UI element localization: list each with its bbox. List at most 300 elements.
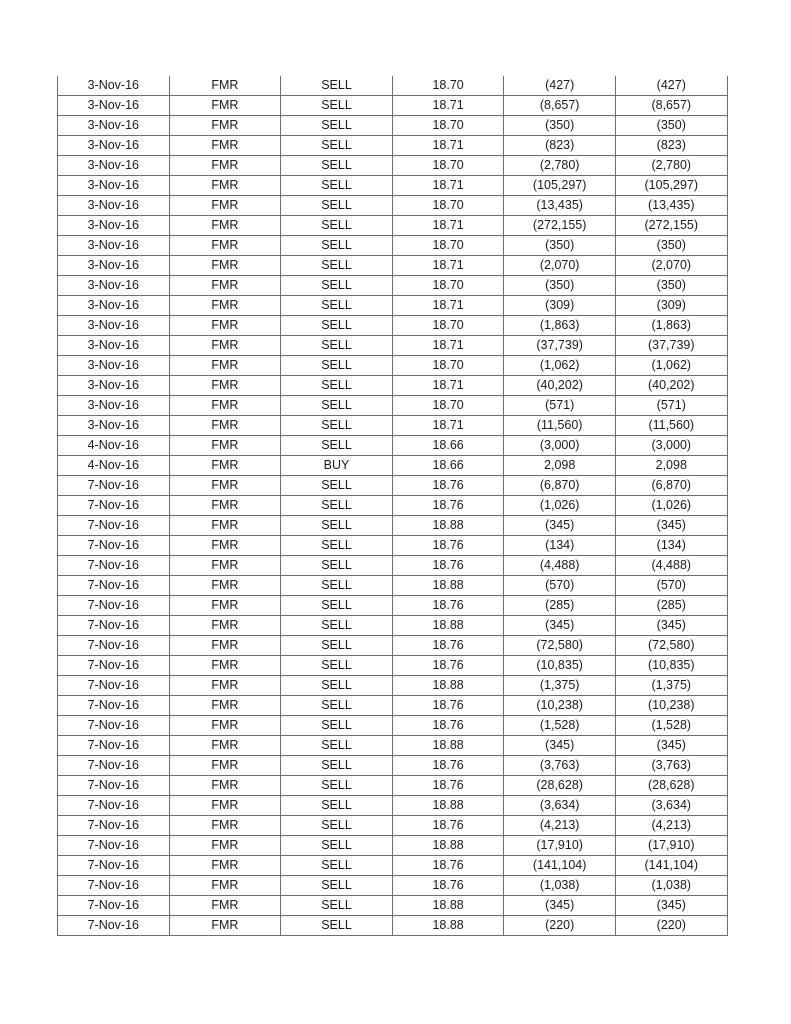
shares-cell: (309) — [504, 296, 616, 316]
net-change-cell: (8,657) — [615, 96, 727, 116]
net-change-cell: (345) — [615, 516, 727, 536]
price-cell: 18.76 — [392, 776, 504, 796]
price-cell: 18.76 — [392, 496, 504, 516]
holder-cell: FMR — [169, 276, 281, 296]
date-cell: 3-Nov-16 — [58, 396, 170, 416]
transaction-type-cell: SELL — [281, 276, 393, 296]
transaction-type-cell: SELL — [281, 236, 393, 256]
shares-cell: (10,238) — [504, 696, 616, 716]
table-row — [58, 316, 728, 336]
holder-cell: FMR — [169, 76, 281, 96]
shares-cell: (350) — [504, 116, 616, 136]
net-change-cell: (6,870) — [615, 476, 727, 496]
table-row — [58, 896, 728, 916]
holder-cell: FMR — [169, 576, 281, 596]
transaction-type-cell: SELL — [281, 896, 393, 916]
shares-cell: (8,657) — [504, 96, 616, 116]
shares-cell: (350) — [504, 276, 616, 296]
price-cell: 18.76 — [392, 756, 504, 776]
table-row — [58, 616, 728, 636]
table-row — [58, 576, 728, 596]
date-cell: 7-Nov-16 — [58, 916, 170, 936]
transaction-type-cell: SELL — [281, 416, 393, 436]
date-cell: 3-Nov-16 — [58, 196, 170, 216]
net-change-cell: (285) — [615, 596, 727, 616]
shares-cell: (350) — [504, 236, 616, 256]
transaction-type-cell: SELL — [281, 396, 393, 416]
transaction-type-cell: SELL — [281, 776, 393, 796]
price-cell: 18.71 — [392, 96, 504, 116]
shares-cell: (28,628) — [504, 776, 616, 796]
holder-cell: FMR — [169, 516, 281, 536]
holder-cell: FMR — [169, 296, 281, 316]
shares-cell: (823) — [504, 136, 616, 156]
shares-cell: (105,297) — [504, 176, 616, 196]
net-change-cell: (345) — [615, 896, 727, 916]
price-cell: 18.76 — [392, 556, 504, 576]
price-cell: 18.71 — [392, 296, 504, 316]
table-row — [58, 816, 728, 836]
holder-cell: FMR — [169, 816, 281, 836]
shares-cell: (72,580) — [504, 636, 616, 656]
holder-cell: FMR — [169, 396, 281, 416]
shares-cell: (1,038) — [504, 876, 616, 896]
holder-cell: FMR — [169, 196, 281, 216]
net-change-cell: (350) — [615, 116, 727, 136]
price-cell: 18.71 — [392, 176, 504, 196]
date-cell: 4-Nov-16 — [58, 456, 170, 476]
table-row — [58, 836, 728, 856]
net-change-cell: (345) — [615, 616, 727, 636]
price-cell: 18.76 — [392, 476, 504, 496]
transaction-type-cell: SELL — [281, 596, 393, 616]
date-cell: 3-Nov-16 — [58, 216, 170, 236]
transaction-type-cell: SELL — [281, 856, 393, 876]
price-cell: 18.76 — [392, 716, 504, 736]
holder-cell: FMR — [169, 176, 281, 196]
date-cell: 3-Nov-16 — [58, 376, 170, 396]
table-row — [58, 696, 728, 716]
table-row — [58, 96, 728, 116]
holder-cell: FMR — [169, 836, 281, 856]
price-cell: 18.88 — [392, 736, 504, 756]
date-cell: 3-Nov-16 — [58, 176, 170, 196]
transaction-type-cell: SELL — [281, 156, 393, 176]
shares-cell: (4,213) — [504, 816, 616, 836]
net-change-cell: (141,104) — [615, 856, 727, 876]
table-row — [58, 116, 728, 136]
holder-cell: FMR — [169, 156, 281, 176]
price-cell: 18.66 — [392, 436, 504, 456]
shares-cell: (10,835) — [504, 656, 616, 676]
date-cell: 7-Nov-16 — [58, 816, 170, 836]
date-cell: 7-Nov-16 — [58, 756, 170, 776]
net-change-cell: (13,435) — [615, 196, 727, 216]
table-row — [58, 876, 728, 896]
holder-cell: FMR — [169, 256, 281, 276]
net-change-cell: (1,038) — [615, 876, 727, 896]
date-cell: 7-Nov-16 — [58, 596, 170, 616]
transaction-type-cell: SELL — [281, 756, 393, 776]
shares-cell: (345) — [504, 736, 616, 756]
table-row — [58, 476, 728, 496]
date-cell: 3-Nov-16 — [58, 356, 170, 376]
shares-cell: (571) — [504, 396, 616, 416]
table-row — [58, 496, 728, 516]
table-row — [58, 76, 728, 96]
holder-cell: FMR — [169, 796, 281, 816]
table-row — [58, 736, 728, 756]
holder-cell: FMR — [169, 136, 281, 156]
net-change-cell: (350) — [615, 236, 727, 256]
table-row — [58, 456, 728, 476]
table-row — [58, 396, 728, 416]
date-cell: 7-Nov-16 — [58, 796, 170, 816]
transaction-type-cell: SELL — [281, 76, 393, 96]
holder-cell: FMR — [169, 316, 281, 336]
shares-cell: (37,739) — [504, 336, 616, 356]
transaction-type-cell: SELL — [281, 336, 393, 356]
transaction-type-cell: SELL — [281, 496, 393, 516]
table-row — [58, 556, 728, 576]
date-cell: 7-Nov-16 — [58, 896, 170, 916]
shares-cell: (2,070) — [504, 256, 616, 276]
shares-cell: (3,763) — [504, 756, 616, 776]
date-cell: 7-Nov-16 — [58, 736, 170, 756]
date-cell: 7-Nov-16 — [58, 836, 170, 856]
date-cell: 7-Nov-16 — [58, 656, 170, 676]
transaction-type-cell: SELL — [281, 296, 393, 316]
date-cell: 7-Nov-16 — [58, 476, 170, 496]
shares-cell: (1,026) — [504, 496, 616, 516]
net-change-cell: (571) — [615, 396, 727, 416]
date-cell: 3-Nov-16 — [58, 416, 170, 436]
net-change-cell: (350) — [615, 276, 727, 296]
transaction-type-cell: SELL — [281, 316, 393, 336]
shares-cell: (285) — [504, 596, 616, 616]
date-cell: 7-Nov-16 — [58, 516, 170, 536]
date-cell: 3-Nov-16 — [58, 276, 170, 296]
transaction-type-cell: SELL — [281, 636, 393, 656]
net-change-cell: (1,528) — [615, 716, 727, 736]
holder-cell: FMR — [169, 116, 281, 136]
holder-cell: FMR — [169, 716, 281, 736]
price-cell: 18.71 — [392, 256, 504, 276]
table-row — [58, 416, 728, 436]
table-row — [58, 296, 728, 316]
shares-cell: (141,104) — [504, 856, 616, 876]
price-cell: 18.70 — [392, 76, 504, 96]
price-cell: 18.76 — [392, 816, 504, 836]
net-change-cell: (1,863) — [615, 316, 727, 336]
net-change-cell: (4,213) — [615, 816, 727, 836]
holder-cell: FMR — [169, 356, 281, 376]
net-change-cell: (3,000) — [615, 436, 727, 456]
holder-cell: FMR — [169, 536, 281, 556]
table-row — [58, 856, 728, 876]
holder-cell: FMR — [169, 876, 281, 896]
holder-cell: FMR — [169, 856, 281, 876]
net-change-cell: (3,763) — [615, 756, 727, 776]
shares-cell: (11,560) — [504, 416, 616, 436]
table-row — [58, 536, 728, 556]
transaction-type-cell: SELL — [281, 656, 393, 676]
shares-cell: (40,202) — [504, 376, 616, 396]
shares-cell: (570) — [504, 576, 616, 596]
date-cell: 7-Nov-16 — [58, 776, 170, 796]
net-change-cell: (28,628) — [615, 776, 727, 796]
holder-cell: FMR — [169, 556, 281, 576]
date-cell: 3-Nov-16 — [58, 256, 170, 276]
price-cell: 18.88 — [392, 796, 504, 816]
holder-cell: FMR — [169, 596, 281, 616]
table-row — [58, 716, 728, 736]
shares-cell: (427) — [504, 76, 616, 96]
shares-cell: (134) — [504, 536, 616, 556]
table-row — [58, 136, 728, 156]
price-cell: 18.70 — [392, 236, 504, 256]
transaction-type-cell: SELL — [281, 556, 393, 576]
transaction-type-cell: SELL — [281, 256, 393, 276]
table-row — [58, 916, 728, 936]
transaction-type-cell: SELL — [281, 116, 393, 136]
date-cell: 7-Nov-16 — [58, 716, 170, 736]
net-change-cell: (272,155) — [615, 216, 727, 236]
date-cell: 7-Nov-16 — [58, 536, 170, 556]
transaction-type-cell: SELL — [281, 576, 393, 596]
shares-cell: (220) — [504, 916, 616, 936]
transaction-type-cell: SELL — [281, 736, 393, 756]
net-change-cell: (134) — [615, 536, 727, 556]
price-cell: 18.88 — [392, 916, 504, 936]
date-cell: 7-Nov-16 — [58, 856, 170, 876]
date-cell: 7-Nov-16 — [58, 636, 170, 656]
price-cell: 18.76 — [392, 856, 504, 876]
net-change-cell: (3,634) — [615, 796, 727, 816]
net-change-cell: (309) — [615, 296, 727, 316]
shares-cell: (6,870) — [504, 476, 616, 496]
transaction-type-cell: SELL — [281, 176, 393, 196]
holder-cell: FMR — [169, 636, 281, 656]
shares-cell: (345) — [504, 616, 616, 636]
table-row — [58, 796, 728, 816]
holder-cell: FMR — [169, 916, 281, 936]
price-cell: 18.70 — [392, 196, 504, 216]
table-row — [58, 636, 728, 656]
net-change-cell: (17,910) — [615, 836, 727, 856]
price-cell: 18.71 — [392, 416, 504, 436]
table-row — [58, 216, 728, 236]
shares-cell: 2,098 — [504, 456, 616, 476]
shares-cell: (17,910) — [504, 836, 616, 856]
holder-cell: FMR — [169, 436, 281, 456]
table-row — [58, 276, 728, 296]
table-row — [58, 176, 728, 196]
table-row — [58, 236, 728, 256]
table-row — [58, 196, 728, 216]
transaction-type-cell: SELL — [281, 536, 393, 556]
date-cell: 7-Nov-16 — [58, 576, 170, 596]
price-cell: 18.88 — [392, 616, 504, 636]
net-change-cell: (570) — [615, 576, 727, 596]
net-change-cell: (823) — [615, 136, 727, 156]
holder-cell: FMR — [169, 616, 281, 636]
net-change-cell: (4,488) — [615, 556, 727, 576]
transaction-type-cell: SELL — [281, 796, 393, 816]
net-change-cell: 2,098 — [615, 456, 727, 476]
date-cell: 4-Nov-16 — [58, 436, 170, 456]
holder-cell: FMR — [169, 896, 281, 916]
transaction-type-cell: SELL — [281, 876, 393, 896]
transaction-type-cell: SELL — [281, 356, 393, 376]
date-cell: 7-Nov-16 — [58, 696, 170, 716]
holder-cell: FMR — [169, 496, 281, 516]
shares-cell: (345) — [504, 896, 616, 916]
transaction-type-cell: SELL — [281, 436, 393, 456]
holder-cell: FMR — [169, 376, 281, 396]
shares-cell: (272,155) — [504, 216, 616, 236]
shares-cell: (345) — [504, 516, 616, 536]
price-cell: 18.88 — [392, 516, 504, 536]
transaction-type-cell: SELL — [281, 616, 393, 636]
net-change-cell: (40,202) — [615, 376, 727, 396]
table-row — [58, 756, 728, 776]
table-row — [58, 676, 728, 696]
date-cell: 3-Nov-16 — [58, 156, 170, 176]
price-cell: 18.70 — [392, 116, 504, 136]
holder-cell: FMR — [169, 336, 281, 356]
transaction-type-cell: SELL — [281, 676, 393, 696]
shares-cell: (3,000) — [504, 436, 616, 456]
net-change-cell: (1,375) — [615, 676, 727, 696]
transaction-type-cell: SELL — [281, 836, 393, 856]
net-change-cell: (10,835) — [615, 656, 727, 676]
transaction-type-cell: BUY — [281, 456, 393, 476]
table-row — [58, 656, 728, 676]
shares-cell: (2,780) — [504, 156, 616, 176]
price-cell: 18.71 — [392, 336, 504, 356]
price-cell: 18.76 — [392, 596, 504, 616]
net-change-cell: (220) — [615, 916, 727, 936]
table-row — [58, 376, 728, 396]
date-cell: 3-Nov-16 — [58, 76, 170, 96]
trades-table — [57, 76, 728, 936]
shares-cell: (4,488) — [504, 556, 616, 576]
net-change-cell: (37,739) — [615, 336, 727, 356]
price-cell: 18.88 — [392, 676, 504, 696]
price-cell: 18.70 — [392, 156, 504, 176]
shares-cell: (3,634) — [504, 796, 616, 816]
table-row — [58, 436, 728, 456]
net-change-cell: (427) — [615, 76, 727, 96]
table-row — [58, 596, 728, 616]
net-change-cell: (10,238) — [615, 696, 727, 716]
price-cell: 18.76 — [392, 536, 504, 556]
holder-cell: FMR — [169, 676, 281, 696]
net-change-cell: (105,297) — [615, 176, 727, 196]
holder-cell: FMR — [169, 756, 281, 776]
price-cell: 18.70 — [392, 316, 504, 336]
net-change-cell: (1,026) — [615, 496, 727, 516]
transaction-type-cell: SELL — [281, 216, 393, 236]
date-cell: 3-Nov-16 — [58, 296, 170, 316]
date-cell: 3-Nov-16 — [58, 96, 170, 116]
net-change-cell: (11,560) — [615, 416, 727, 436]
holder-cell: FMR — [169, 236, 281, 256]
price-cell: 18.71 — [392, 376, 504, 396]
transaction-type-cell: SELL — [281, 136, 393, 156]
price-cell: 18.88 — [392, 896, 504, 916]
transaction-type-cell: SELL — [281, 696, 393, 716]
price-cell: 18.88 — [392, 576, 504, 596]
holder-cell: FMR — [169, 96, 281, 116]
transaction-type-cell: SELL — [281, 96, 393, 116]
date-cell: 3-Nov-16 — [58, 116, 170, 136]
net-change-cell: (1,062) — [615, 356, 727, 376]
price-cell: 18.71 — [392, 136, 504, 156]
shares-cell: (1,863) — [504, 316, 616, 336]
table-row — [58, 336, 728, 356]
net-change-cell: (72,580) — [615, 636, 727, 656]
transaction-type-cell: SELL — [281, 816, 393, 836]
date-cell: 3-Nov-16 — [58, 316, 170, 336]
date-cell: 7-Nov-16 — [58, 556, 170, 576]
holder-cell: FMR — [169, 416, 281, 436]
transaction-type-cell: SELL — [281, 716, 393, 736]
price-cell: 18.76 — [392, 696, 504, 716]
date-cell: 7-Nov-16 — [58, 676, 170, 696]
date-cell: 3-Nov-16 — [58, 336, 170, 356]
date-cell: 3-Nov-16 — [58, 136, 170, 156]
transaction-type-cell: SELL — [281, 196, 393, 216]
price-cell: 18.70 — [392, 276, 504, 296]
holder-cell: FMR — [169, 656, 281, 676]
transaction-type-cell: SELL — [281, 476, 393, 496]
transaction-type-cell: SELL — [281, 516, 393, 536]
table-row — [58, 356, 728, 376]
price-cell: 18.70 — [392, 356, 504, 376]
net-change-cell: (2,780) — [615, 156, 727, 176]
trades-table-body — [58, 76, 728, 936]
shares-cell: (1,375) — [504, 676, 616, 696]
price-cell: 18.76 — [392, 876, 504, 896]
holder-cell: FMR — [169, 696, 281, 716]
table-row — [58, 776, 728, 796]
transaction-type-cell: SELL — [281, 916, 393, 936]
net-change-cell: (345) — [615, 736, 727, 756]
table-row — [58, 156, 728, 176]
price-cell: 18.71 — [392, 216, 504, 236]
price-cell: 18.70 — [392, 396, 504, 416]
date-cell: 7-Nov-16 — [58, 616, 170, 636]
table-row — [58, 516, 728, 536]
table-row — [58, 256, 728, 276]
date-cell: 3-Nov-16 — [58, 236, 170, 256]
holder-cell: FMR — [169, 216, 281, 236]
price-cell: 18.88 — [392, 836, 504, 856]
holder-cell: FMR — [169, 736, 281, 756]
shares-cell: (1,062) — [504, 356, 616, 376]
date-cell: 7-Nov-16 — [58, 496, 170, 516]
shares-cell: (1,528) — [504, 716, 616, 736]
price-cell: 18.66 — [392, 456, 504, 476]
price-cell: 18.76 — [392, 656, 504, 676]
net-change-cell: (2,070) — [615, 256, 727, 276]
shares-cell: (13,435) — [504, 196, 616, 216]
holder-cell: FMR — [169, 476, 281, 496]
holder-cell: FMR — [169, 776, 281, 796]
date-cell: 7-Nov-16 — [58, 876, 170, 896]
